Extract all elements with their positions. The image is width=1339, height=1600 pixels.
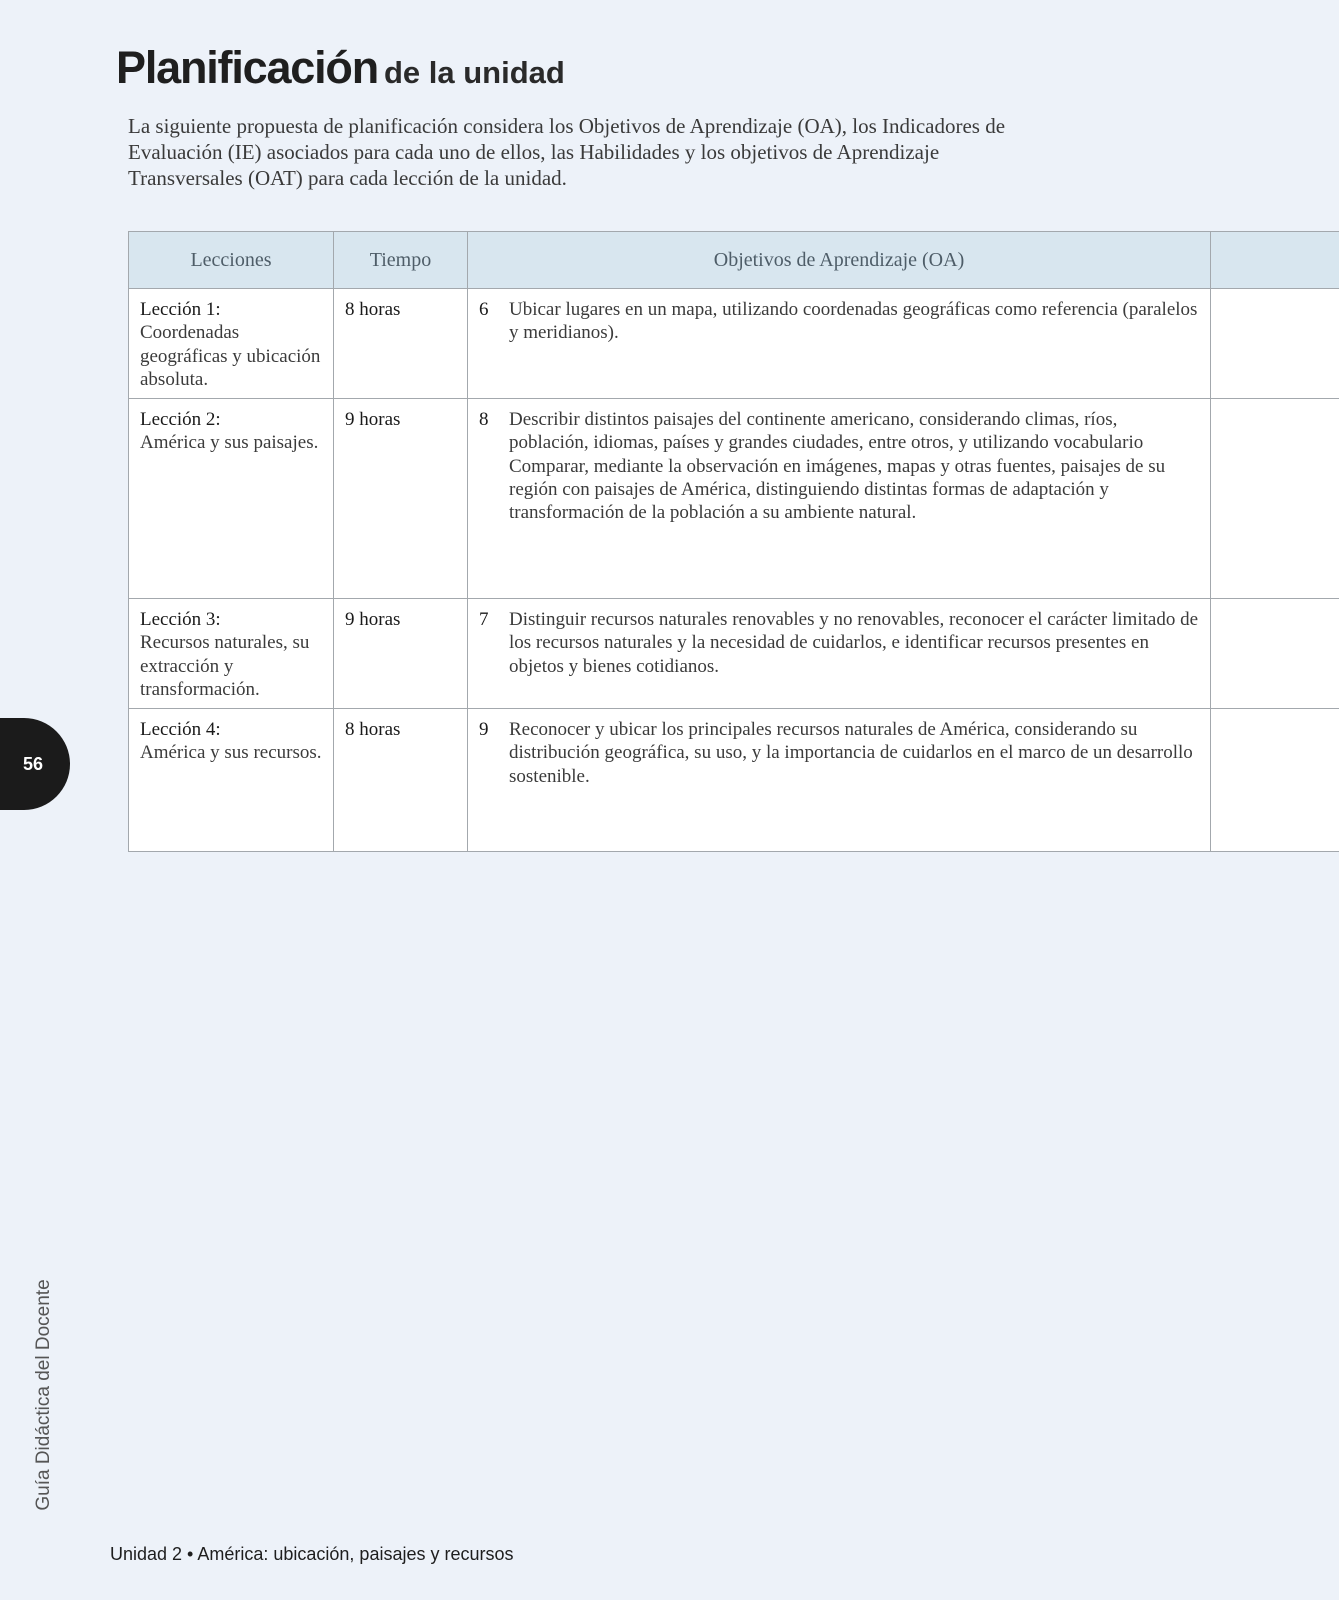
header-oa: Objetivos de Aprendizaje (OA) bbox=[468, 232, 1211, 289]
lesson-title: Lección 3: bbox=[140, 609, 221, 630]
lesson-cell bbox=[129, 289, 334, 399]
page-title bbox=[116, 42, 565, 93]
lesson-cell bbox=[129, 599, 334, 709]
oa-number: 9 bbox=[479, 719, 489, 740]
intro-paragraph: La siguiente propuesta de planificación considera los Objetivos de Aprendizaje (OA), los Indicadores de Evaluación (IE) asociados para cada uno de ellos, las Habilidades y los objetivos de Aprendizaje Transversales (OAT) para cada lección de la unidad. bbox=[128, 114, 1006, 190]
oa-text: Ubicar lugares en un mapa, utilizando coordenadas geográficas como referencia (paralelos y meridianos). bbox=[509, 299, 1198, 344]
lesson-title: Lección 4: bbox=[140, 719, 221, 740]
table-row bbox=[129, 709, 1339, 852]
oa-cell bbox=[468, 289, 1211, 399]
time-cell: 9 horas bbox=[334, 599, 468, 709]
lesson-cell bbox=[129, 709, 334, 852]
time-cell: 9 horas bbox=[334, 399, 468, 599]
page-number-tab bbox=[0, 718, 70, 810]
extra-cell bbox=[1211, 599, 1339, 709]
planning-table bbox=[128, 231, 1339, 852]
table-row bbox=[129, 399, 1339, 599]
oa-text: Distinguir recursos naturales renovables y no renovables, reconocer el carácter limitado de los recursos naturales y la necesidad de cuidarlos, e identificar recursos presentes en objetos y bienes cotidianos. bbox=[509, 609, 1199, 677]
oa-cell bbox=[468, 599, 1211, 709]
oa-number: 8 bbox=[479, 409, 489, 430]
lesson-description: América y sus paisajes. bbox=[140, 432, 319, 454]
footer-unit-title: Unidad 2 • América: ubicación, paisajes y recursos bbox=[110, 1544, 514, 1564]
header-time: Tiempo bbox=[334, 232, 468, 289]
header-extra bbox=[1211, 232, 1339, 289]
lesson-cell bbox=[129, 399, 334, 599]
extra-cell bbox=[1211, 399, 1339, 599]
oa-number: 7 bbox=[479, 609, 489, 630]
header-lessons: Lecciones bbox=[129, 232, 334, 289]
table-header-row bbox=[129, 232, 1339, 289]
table-row bbox=[129, 599, 1339, 709]
extra-cell bbox=[1211, 289, 1339, 399]
oa-cell bbox=[468, 709, 1211, 852]
oa-text: Reconocer y ubicar los principales recursos naturales de América, considerando su distribución geográfica, su uso, y la importancia de cuidarlos en el marco de un desarrollo sostenible. bbox=[509, 719, 1193, 787]
side-label: Guía Didáctica del Docente bbox=[33, 1279, 54, 1511]
lesson-description: Coordenadas geográficas y ubicación absoluta. bbox=[140, 322, 321, 390]
lesson-description: Recursos naturales, su extracción y transformación. bbox=[140, 632, 310, 700]
time-cell: 8 horas bbox=[334, 709, 468, 852]
title-sub: de la unidad bbox=[383, 55, 565, 90]
title-main: Planificación bbox=[116, 42, 378, 93]
table-row bbox=[129, 289, 1339, 399]
oa-number: 6 bbox=[479, 299, 489, 320]
page-number: 56 bbox=[22, 753, 44, 774]
lesson-title: Lección 1: bbox=[140, 299, 221, 320]
lesson-title: Lección 2: bbox=[140, 409, 221, 430]
oa-cell bbox=[468, 399, 1211, 599]
extra-cell bbox=[1211, 709, 1339, 852]
oa-text: Describir distintos paisajes del continente americano, considerando climas, ríos, población, idiomas, países y grandes ciudades, entre otros, y utilizando vocabulario Comparar, mediante la observación en imágenes, mapas y otras fuentes, paisajes de su región con paisajes de América, distinguiendo distintas formas de adaptación y transformación de la población a su ambiente natural. bbox=[509, 409, 1166, 524]
lesson-description: América y sus recursos. bbox=[140, 742, 322, 764]
time-cell: 8 horas bbox=[334, 289, 468, 399]
